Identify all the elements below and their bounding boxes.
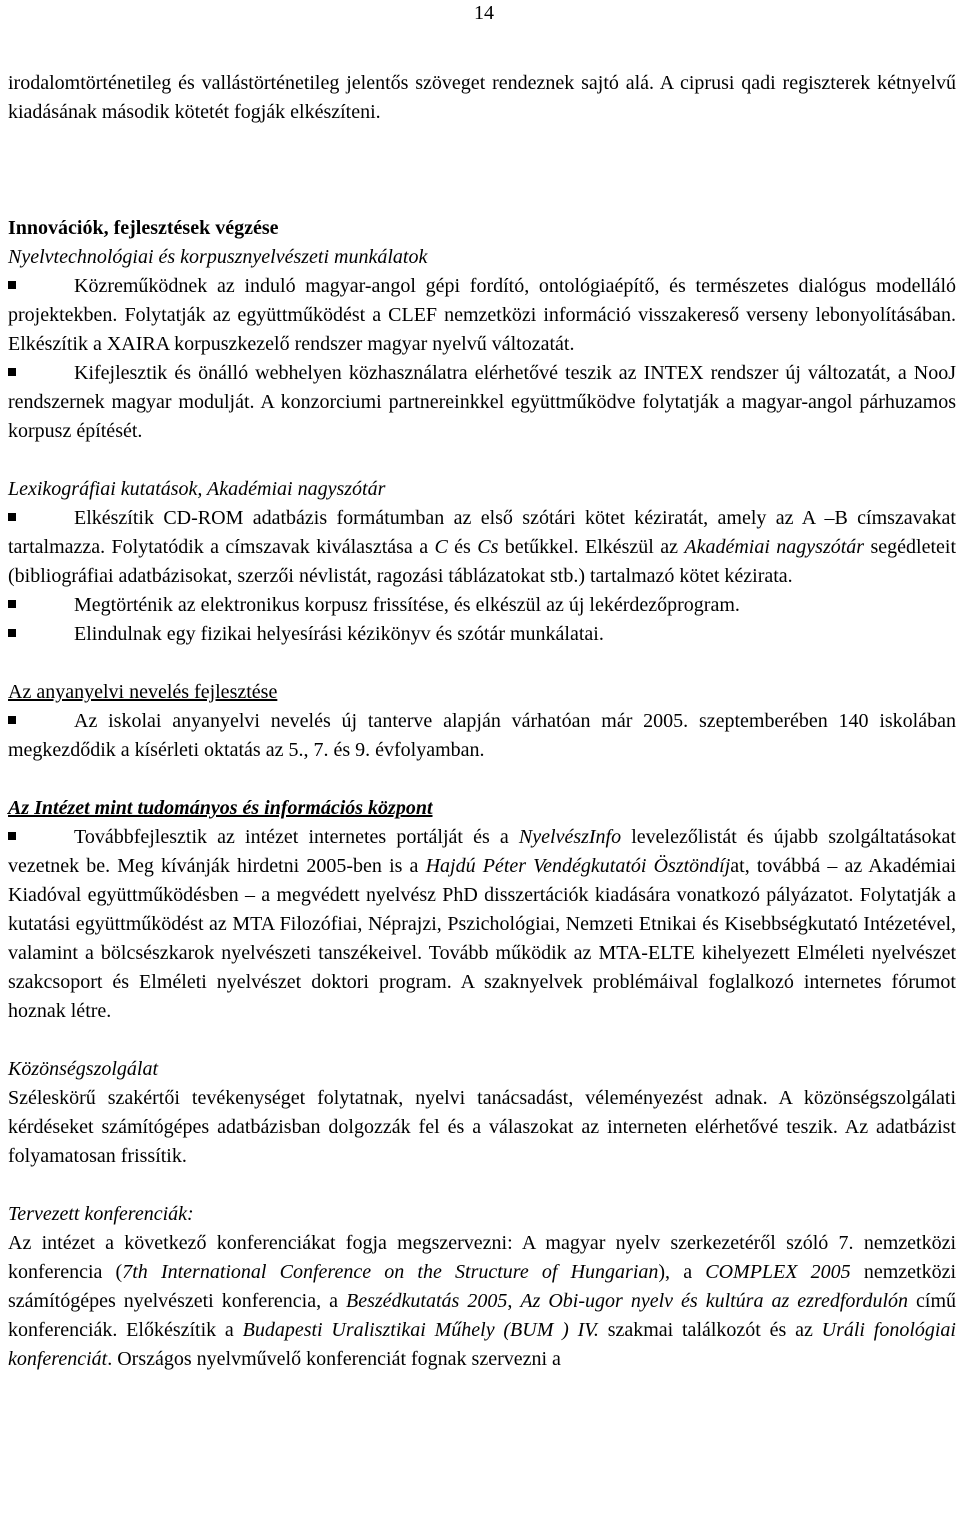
lexicography-heading: Lexikográfiai kutatások, Akadémiai nagyszótár (8, 478, 386, 500)
list-item: Kifejlesztik és önálló webhelyen közhasználatra elérhetővé teszik az INTEX rendszer új változatát, a NooJ rendszernek magyar modulját. A konzorciumi partnereinkkel együttműködve folytatják a magyar-angol párhuzamos korpusz építését. (8, 362, 956, 442)
intro-paragraph: irodalomtörténetileg és vallástörténetileg jelentős szöveget rendeznek sajtó alá. A ciprusi qadi regiszterek kétnyelvű kiadásának második kötetét fogják elkészíteni. (8, 72, 956, 123)
list-item: Közreműködnek az induló magyar-angol gépi fordító, ontológiaépítő, és természetes dialógus modelláló projektekben. Folytatják az együttműködést a CLEF nemzetközi információ visszakereső verseny lebonyolításában. Elkészítik a XAIRA korpuszkezelő rendszer magyar nyelvű változatát. (8, 275, 956, 355)
center-heading: Az Intézet mint tudományos és információs központ (8, 797, 433, 819)
list-item: Elkészítik CD-ROM adatbázis formátumban az első szótári kötet kéziratát, amely az A –B címszavakat tartalmazza. Folytatódik a címszavak kiválasztása a C és Cs betűkkel. Elkészül az Akadémiai nagyszótár segédleteit (bibliográfiai adatbázisokat, szerzői névlistát, ragozási táblázatokat stb.) tartalmazó kötet kézirata. (8, 507, 956, 587)
bullet-icon (8, 716, 16, 724)
bullet-icon (8, 832, 16, 840)
document-body (8, 69, 956, 1374)
list-item: Az iskolai anyanyelvi nevelés új tanterve alapján várhatóan már 2005. szeptemberében 140 iskolában megkezdődik a kísérleti oktatás az 5., 7. és 9. évfolyamban. (8, 710, 956, 761)
page-number: 14 (474, 2, 494, 24)
bullet-icon (8, 368, 16, 376)
innovation-heading: Innovációk, fejlesztések végzése (8, 217, 279, 239)
bullet-icon (8, 513, 16, 521)
nlp-subheading: Nyelvtechnológiai és korpusznyelvészeti munkálatok (8, 246, 428, 268)
conferences-heading: Tervezett konferenciák: (8, 1203, 194, 1225)
bullet-icon (8, 281, 16, 289)
public-service-paragraph: Széleskörű szakértői tevékenységet folytatnak, nyelvi tanácsadást, véleményezést adnak. A közönségszolgálati kérdéseket számítógépes adatbázisban dolgozzák fel és a válaszokat az interneten elérhetővé teszik. Az adatbázist folyamatosan frissítik. (8, 1087, 956, 1167)
list-item: Továbbfejlesztik az intézet internetes portálját és a NyelvészInfo levelezőlistát és újabb szolgáltatásokat vezetnek be. Meg kívánják hirdetni 2005-ben is a Hajdú Péter Vendégkutatói Ösztöndíjat, továbbá – az Akadémiai Kiadóval együttműködésben – a megvédett nyelvész PhD disszertációk kiadására vonatkozó pályázatot. Folytatják a kutatási együttműködést az MTA Filozófiai, Néprajzi, Pszichológiai, Nemzeti Etnikai és Kisebbségkutató Intézetével, valamint a bölcsészkarok nyelvészeti tanszékeivel. Tovább működik az MTA-ELTE kihelyezett Elméleti nyelvészet szakcsoport és Elméleti nyelvészet doktori program. A szaknyelvek problémáival foglalkozó internetes fórumot hoznak létre. (8, 826, 957, 1022)
list-item: Megtörténik az elektronikus korpusz frissítése, és elkészül az új lekérdezőprogram. (8, 591, 956, 620)
bullet-icon (8, 629, 16, 637)
list-item: Elindulnak egy fizikai helyesírási kézikönyv és szótár munkálatai. (8, 620, 956, 649)
conferences-paragraph: Az intézet a következő konferenciákat fogja megszervezni: A magyar nyelv szerkezetéről szóló 7. nemzetközi konferencia (7th International Conference on the Structure of Hungarian), a COMPLEX 2005 nemzetközi számítógépes nyelvészeti konferencia, a Beszédkutatás 2005, Az Obi-ugor nyelv és kultúra az ezredfordulón című konferenciák. Előkészítik a Budapesti Uralisztikai Műhely (BUM ) IV. szakmai találkozót és az Uráli fonológiai konferenciát. Országos nyelvművelő konferenciát fognak szervezni a (8, 1232, 956, 1370)
mother-tongue-heading: Az anyanyelvi nevelés fejlesztése (8, 681, 278, 703)
bullet-icon (8, 600, 16, 608)
public-service-heading: Közönségszolgálat (8, 1058, 159, 1080)
